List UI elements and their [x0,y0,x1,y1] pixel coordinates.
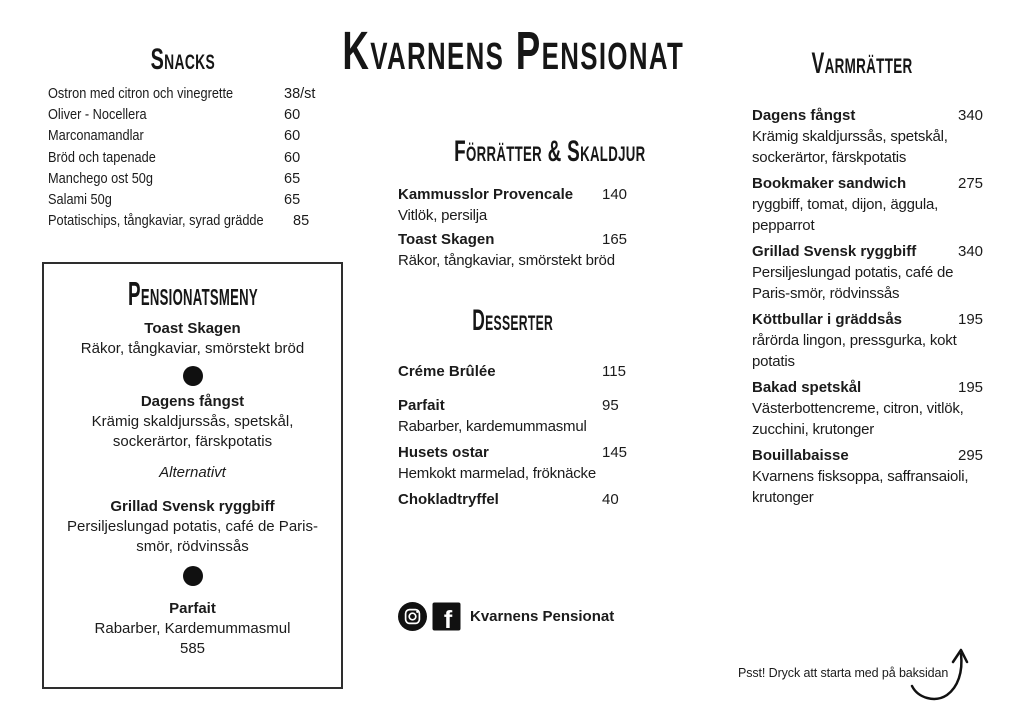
pensionatsmeny-heading [44,277,341,310]
item-name: Chokladtryffel [398,491,499,508]
menu-item-row [30,168,322,189]
menu-item [752,242,988,304]
menu-item-row [30,211,322,232]
item-price: 295 [958,447,984,464]
item-price: 275 [958,175,984,192]
varmratter-heading [744,49,980,79]
bullet-dot-icon [183,366,203,386]
menu-item [752,378,988,440]
menu-item [398,490,628,510]
item-price: 60 [284,149,301,166]
item-name: Oliver - Nocellera [48,106,147,123]
menu-item-row [398,362,628,382]
item-price: 115 [602,363,626,380]
item-price: 65 [284,170,301,187]
curved-arrow-icon [905,640,985,710]
item-desc: Hemkokt marmelad, fröknäcke [398,465,597,482]
facebook-icon [432,602,461,631]
item-desc: rårörda lingon, pressgurka, kokt potatis [752,332,957,370]
snacks-heading [30,45,336,75]
varmratter-list [752,106,988,508]
menu-item-row [752,106,988,126]
menu-item [398,362,628,382]
footer-note: Psst! Dryck att starta med på baksidan [738,666,949,680]
menu-item-row [30,126,322,147]
desserter-list [398,362,628,510]
menu-item [752,174,988,236]
item-name: Dagens fångst [752,107,856,124]
snacks-list [30,83,322,232]
alternative-label: Alternativt [159,464,226,481]
item-name: Ostron med citron och vinegrette [48,85,234,102]
item-desc: Västerbottencreme, citron, vitlök, zucchini, krutonger [752,400,964,438]
item-name: Manchego ost 50g [48,170,153,187]
item-name: Kammusslor Provencale [398,186,574,203]
item-name: Köttbullar i gräddsås [752,311,903,328]
course-desc: Krämig skaldjurssås, spetskål, sockerärtor, färskpotatis [91,413,294,450]
item-price: 340 [958,107,984,124]
varmratter-heading-text: Varmrätter [811,47,913,80]
menu-item-row [398,396,628,416]
svg-text:f: f [443,606,453,631]
item-price: 65 [284,192,301,209]
item-name: Husets ostar [398,444,489,461]
item-name: Salami 50g [48,192,112,209]
menu-item [398,230,628,271]
course-name: Parfait [169,600,216,617]
menu-item-row [30,189,322,210]
menu-item-row [752,174,988,194]
item-name: Bouillabaisse [752,447,849,464]
item-price: 60 [284,128,301,145]
desserter-heading-text: Desserter [472,304,554,337]
pensionatsmeny-heading-text: Pensionatsmeny [127,275,258,312]
item-name: Parfait [398,397,445,414]
item-price: 195 [958,311,984,328]
menu-item [398,396,628,437]
menu-item-row [30,104,322,125]
page-title [262,21,762,81]
item-price: 40 [602,491,619,508]
menu-item-row [752,242,988,262]
item-desc: Räkor, tångkaviar, smörstekt bröd [398,252,615,269]
course-name: Toast Skagen [144,320,241,337]
menu-item-row [752,310,988,330]
instagram-icon [398,602,427,631]
item-price: 140 [602,186,628,203]
forratter-list [398,185,628,277]
item-desc: Kvarnens fisksoppa, saffransaioli, krutonger [752,468,969,506]
item-name: Grillad Svensk ryggbiff [752,243,917,260]
item-price: 145 [602,444,628,461]
menu-item [398,185,628,226]
course-desc: Persiljeslungad potatis, café de Paris-smör, rödvinssås [67,518,318,555]
item-desc: Rabarber, kardemummasmul [398,418,587,435]
item-name: Bröd och tapenade [48,149,156,166]
item-price: 85 [293,213,310,230]
item-name: Bookmaker sandwich [752,175,907,192]
desserter-heading [398,306,628,336]
forratter-heading [398,135,646,168]
item-desc: Vitlök, persilja [398,207,488,224]
menu-item [752,106,988,168]
menu-item-row [752,378,988,398]
pensionatsmeny-box [42,262,343,689]
menu-item-row [398,185,628,205]
course-name: Grillad Svensk ryggbiff [110,498,275,515]
item-price: 95 [602,397,619,414]
menu-item [752,446,988,508]
item-price: 165 [602,231,628,248]
forratter-heading-text: Förrätter & Skaldjur [454,135,646,168]
item-price: 195 [958,379,984,396]
pensionatsmeny-content [67,319,319,659]
menu-item [752,310,988,372]
item-desc: ryggbiff, tomat, dijon, äggula, pepparrot [752,196,939,234]
item-price: 38/st [284,85,316,102]
item-name: Potatischips, tångkaviar, syrad grädde [48,213,264,230]
course-desc: Räkor, tångkaviar, smörstekt bröd [80,340,305,357]
social-row [398,602,614,631]
course-desc: Rabarber, Kardemummasmul [94,620,291,637]
set-menu-price: 585 [179,640,206,657]
item-price: 340 [958,243,984,260]
menu-item-row [752,446,988,466]
item-price: 60 [284,106,301,123]
page-title-text: Kvarnens Pensionat [342,21,685,81]
menu-item [398,443,628,484]
menu-item-row [398,230,628,250]
menu-item-row [30,147,322,168]
course-name: Dagens fångst [140,393,245,410]
menu-item-row [398,443,628,463]
item-name: Créme Brûlée [398,363,496,380]
snacks-heading-text: Snacks [150,43,216,76]
bullet-dot-icon [183,566,203,586]
social-label: Kvarnens Pensionat [470,608,615,625]
item-desc: Persiljeslungad potatis, café de Paris-smör, rödvinssås [752,264,954,302]
item-desc: Krämig skaldjurssås, spetskål, sockerärtor, färskpotatis [752,128,948,166]
item-name: Marconamandlar [48,128,144,145]
menu-item-row [30,83,322,104]
item-name: Bakad spetskål [752,379,862,396]
item-name: Toast Skagen [398,231,495,248]
menu-item-row [398,490,628,510]
